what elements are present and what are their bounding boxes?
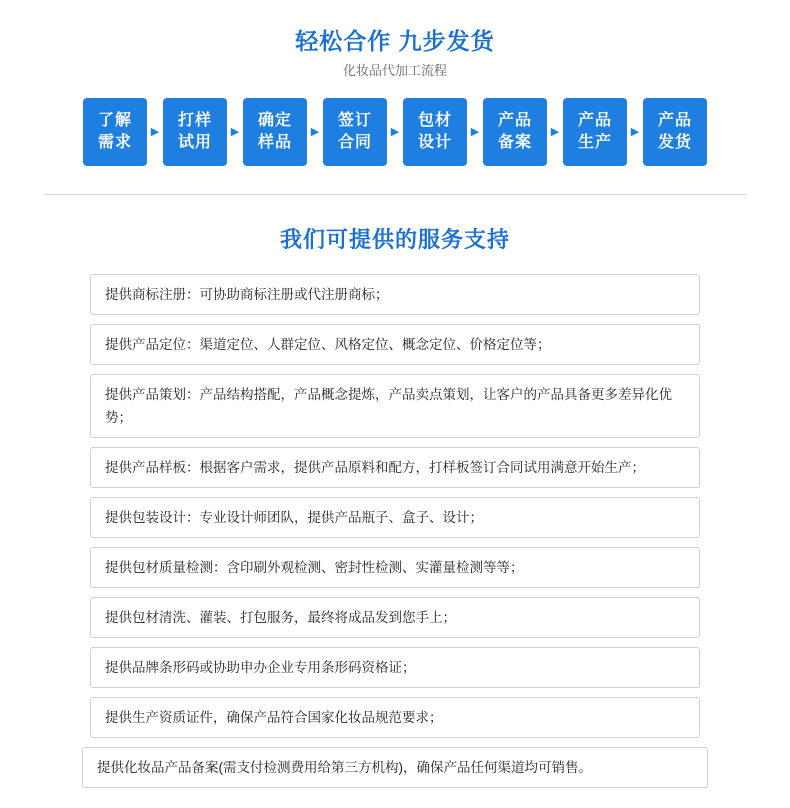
step-item-1 [83,98,147,166]
arrow-right-icon: ▶ [310,125,320,138]
step-label-line2: 设计 [417,134,452,151]
arrow-right-icon: ▶ [150,125,160,138]
step-label-line2: 生产 [577,134,612,151]
list-item: 提供产品策划：产品结构搭配，产品概念提炼，产品卖点策划，让客户的产品具备更多差异化优势； [90,374,700,438]
services-title: 我们可提供的服务支持 [279,227,510,252]
arrow-right-icon: ▶ [550,125,560,138]
arrow-right-icon: ▶ [230,125,240,138]
step-label-line2: 样品 [257,134,292,151]
page-subtitle: 化妆品代加工流程 [342,63,447,78]
arrow-right-icon: ▶ [470,125,480,138]
list-item: 提供包装设计：专业设计师团队，提供产品瓶子、盒子、设计； [90,497,700,538]
step-item-2 [163,98,227,166]
section-divider [44,194,746,195]
step-label-line1: 产品 [497,112,532,129]
list-item: 提供产品样板：根据客户需求，提供产品原料和配方，打样板签订合同试用满意开始生产； [90,447,700,488]
step-label-line2: 发货 [657,134,692,151]
step-label-line1: 了解 [97,112,132,129]
step-label-line1: 包材 [417,112,452,129]
step-label-line2: 备案 [497,134,532,151]
step-label-line1: 打样 [177,112,212,129]
list-item: 提供商标注册：可协助商标注册或代注册商标； [90,274,700,315]
list-item: 提供产品定位：渠道定位、人群定位、风格定位、概念定位、价格定位等； [90,324,700,365]
step-label-line1: 产品 [657,112,692,129]
list-item: 提供生产资质证件，确保产品符合国家化妆品规范要求； [90,697,700,738]
arrow-right-icon: ▶ [390,125,400,138]
step-label-line1: 签订 [337,112,372,129]
step-item-5 [403,98,467,166]
step-item-3 [243,98,307,166]
step-label-line2: 合同 [337,134,372,151]
services-list [90,274,700,788]
header [0,0,790,80]
process-steps [0,98,790,166]
step-item-6 [483,98,547,166]
step-label-line2: 需求 [97,134,132,151]
arrow-right-icon: ▶ [630,125,640,138]
step-label-line2: 试用 [177,134,212,151]
step-item-4 [323,98,387,166]
step-label-line1: 确定 [257,112,292,129]
step-label-line1: 产品 [577,112,612,129]
list-item: 提供化妆品产品备案(需支付检测费用给第三方机构)，确保产品任何渠道均可销售。 [82,747,708,788]
step-item-8 [643,98,707,166]
list-item: 提供包材质量检测：含印刷外观检测、密封性检测、实灌量检测等等； [90,547,700,588]
list-item: 提供品牌条形码或协助申办企业专用条形码资格证； [90,647,700,688]
page-title: 轻松合作 九步发货 [295,28,495,54]
list-item: 提供包材清洗、灌装、打包服务，最终将成品发到您手上； [90,597,700,638]
step-item-7 [563,98,627,166]
